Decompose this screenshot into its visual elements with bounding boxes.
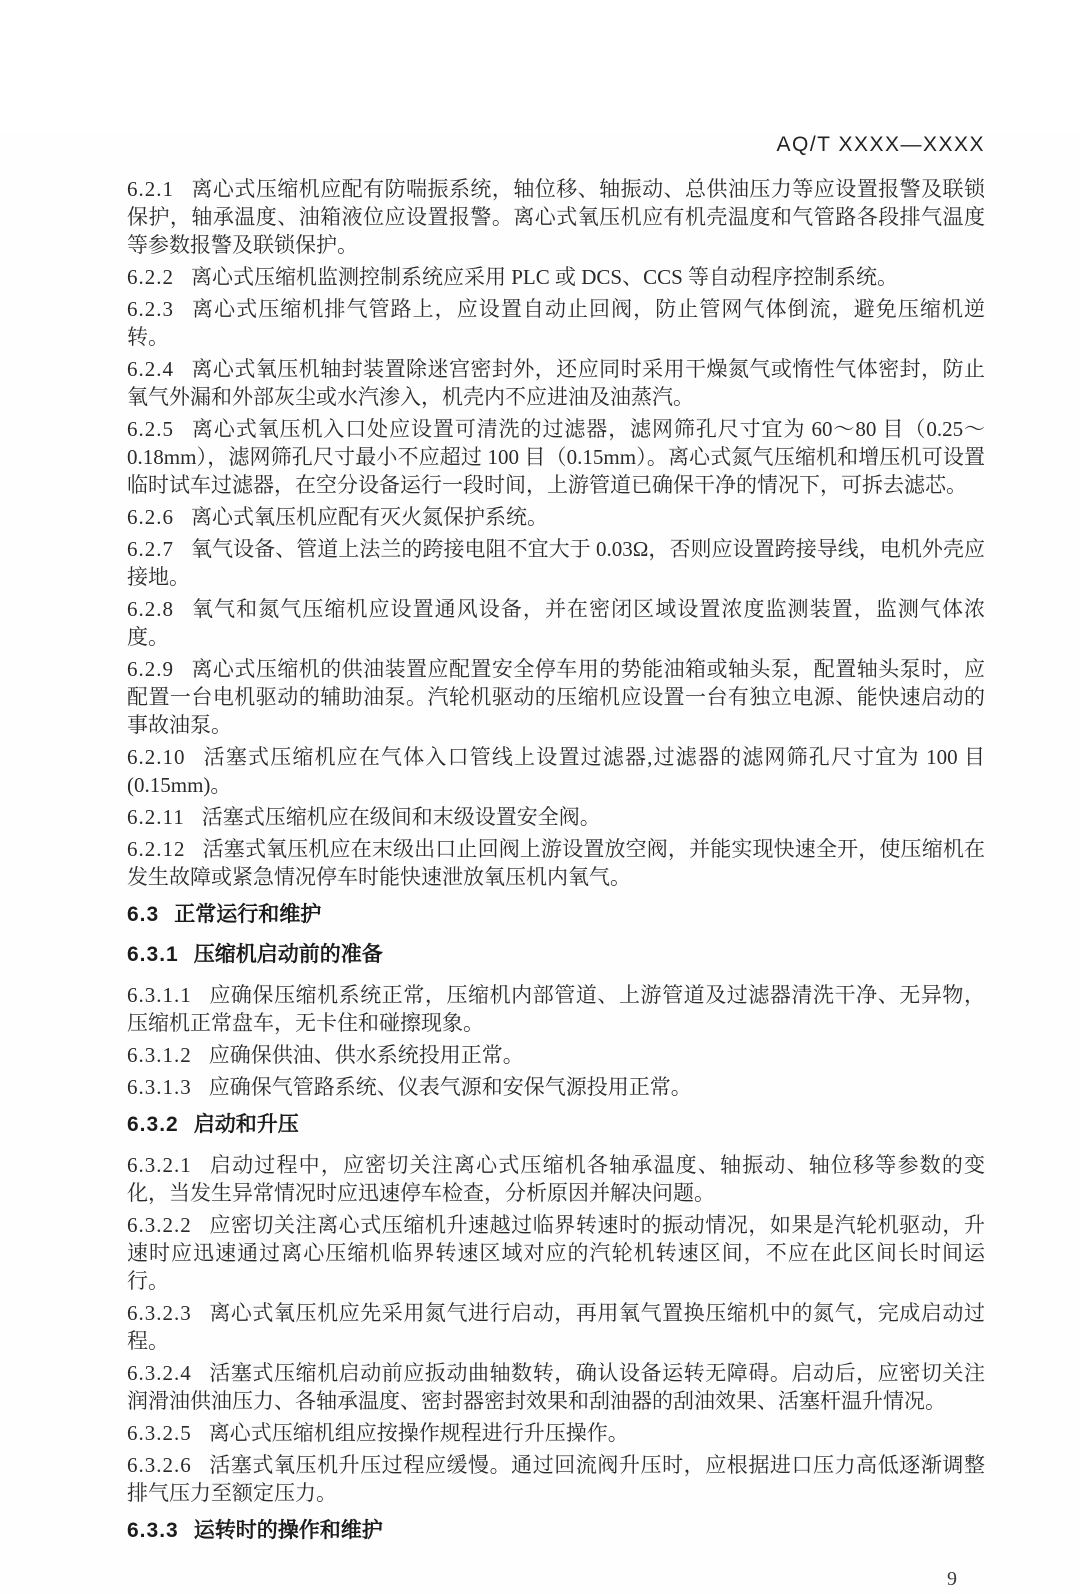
clause-text: 应密切关注离心式压缩机升速越过临界转速时的振动情况，如果是汽轮机驱动，升速时应迅速通过离心压缩机临界转速区域对应的汽轮机转速区间，不应在此区间长时间运行。 bbox=[127, 1213, 985, 1293]
clause-number: 6.3.2.2 bbox=[127, 1213, 192, 1237]
clause-6.3.1.1 bbox=[127, 981, 985, 1037]
clause-6.3.2.2 bbox=[127, 1211, 985, 1295]
clause-text: 启动和升压 bbox=[193, 1113, 299, 1136]
heading-6.3.3 bbox=[127, 1517, 985, 1545]
clause-text: 离心式压缩机应配有防喘振系统，轴位移、轴振动、总供油压力等应设置报警及联锁保护，轴承温度、油箱液位应设置报警。离心式氧压机应有机壳温度和气管路各段排气温度等参数报警及联锁保护。 bbox=[127, 177, 985, 257]
clause-number: 6.2.12 bbox=[127, 837, 186, 861]
clause-number: 6.3.2.1 bbox=[127, 1153, 192, 1177]
clause-text: 启动过程中，应密切关注离心式压缩机各轴承温度、轴振动、轴位移等参数的变化，当发生异常情况时应迅速停车检查，分析原因并解决问题。 bbox=[127, 1153, 985, 1205]
heading-6.3.1 bbox=[127, 941, 985, 969]
clause-text: 氧气和氮气压缩机应设置通风设备，并在密闭区域设置浓度监测装置，监测气体浓度。 bbox=[127, 597, 985, 649]
clause-number: 6.2.9 bbox=[127, 657, 174, 681]
clause-6.2.12 bbox=[127, 835, 985, 891]
heading-6.3.2 bbox=[127, 1111, 985, 1139]
clause-number: 6.3.1.3 bbox=[127, 1075, 192, 1099]
document-header bbox=[127, 133, 985, 157]
clause-number: 6.3.1.1 bbox=[127, 983, 192, 1007]
clause-text: 离心式压缩机排气管路上，应设置自动止回阀，防止管网气体倒流，避免压缩机逆转。 bbox=[127, 297, 985, 349]
document-page bbox=[0, 133, 1080, 1594]
clause-number: 6.3.1 bbox=[127, 943, 179, 966]
clause-number: 6.2.3 bbox=[127, 297, 174, 321]
clause-6.2.7 bbox=[127, 535, 985, 591]
clause-6.2.4 bbox=[127, 355, 985, 411]
clause-text: 应确保供油、供水系统投用正常。 bbox=[208, 1043, 524, 1067]
clause-number: 6.2.4 bbox=[127, 357, 174, 381]
clause-number: 6.3 bbox=[127, 903, 160, 926]
clause-text: 活塞式压缩机应在级间和末级设置安全阀。 bbox=[201, 805, 601, 829]
clause-text: 运转时的操作和维护 bbox=[193, 1519, 383, 1542]
clause-text: 压缩机启动前的准备 bbox=[193, 943, 383, 966]
clause-number: 6.2.2 bbox=[127, 265, 174, 289]
clause-6.3.2.1 bbox=[127, 1151, 985, 1207]
clause-number: 6.2.5 bbox=[127, 417, 174, 441]
clause-number: 6.2.7 bbox=[127, 537, 174, 561]
clause-text: 应确保气管路系统、仪表气源和安保气源投用正常。 bbox=[208, 1075, 692, 1099]
clause-6.3.2.6 bbox=[127, 1451, 985, 1507]
clause-text: 应确保压缩机系统正常，压缩机内部管道、上游管道及过滤器清洗干净、无异物，压缩机正常盘车，无卡住和碰擦现象。 bbox=[127, 983, 985, 1035]
clause-6.2.3 bbox=[127, 295, 985, 351]
clause-number: 6.3.2.6 bbox=[127, 1453, 192, 1477]
document-body bbox=[127, 175, 985, 1545]
clause-6.2.5 bbox=[127, 415, 985, 499]
clause-number: 6.3.2.3 bbox=[127, 1301, 192, 1325]
clause-6.2.8 bbox=[127, 595, 985, 651]
clause-number: 6.2.11 bbox=[127, 805, 185, 829]
heading-6.3 bbox=[127, 901, 985, 929]
clause-6.3.1.3 bbox=[127, 1073, 985, 1101]
clause-number: 6.3.3 bbox=[127, 1519, 179, 1542]
doc-code: AQ/T XXXX—XXXX bbox=[776, 133, 985, 156]
clause-number: 6.3.2 bbox=[127, 1113, 179, 1136]
clause-text: 活塞式压缩机应在气体入口管线上设置过滤器,过滤器的滤网筛孔尺寸宜为 100 目(0.15mm)。 bbox=[127, 745, 985, 797]
clause-6.2.10 bbox=[127, 743, 985, 799]
clause-text: 正常运行和维护 bbox=[174, 903, 322, 926]
clause-6.3.2.4 bbox=[127, 1359, 985, 1415]
clause-number: 6.3.2.4 bbox=[127, 1361, 192, 1385]
clause-6.2.9 bbox=[127, 655, 985, 739]
clause-6.2.6 bbox=[127, 503, 985, 531]
clause-6.2.11 bbox=[127, 803, 985, 831]
clause-text: 离心式压缩机的供油装置应配置安全停车用的势能油箱或轴头泵，配置轴头泵时，应配置一台电机驱动的辅助油泵。汽轮机驱动的压缩机应设置一台有独立电源、能快速启动的事故油泵。 bbox=[127, 657, 985, 737]
clause-text: 活塞式压缩机启动前应扳动曲轴数转，确认设备运转无障碍。启动后，应密切关注润滑油供油压力、各轴承温度、密封器密封效果和刮油器的刮油效果、活塞杆温升情况。 bbox=[127, 1361, 985, 1413]
clause-number: 6.2.10 bbox=[127, 745, 186, 769]
clause-number: 6.2.8 bbox=[127, 597, 174, 621]
clause-text: 活塞式氧压机应在末级出口止回阀上游设置放空阀，并能实现快速全开，使压缩机在发生故障或紧急情况停车时能快速泄放氧压机内氧气。 bbox=[127, 837, 985, 889]
page-number: 9 bbox=[947, 1568, 957, 1590]
clause-text: 离心式压缩机组应按操作规程进行升压操作。 bbox=[208, 1421, 629, 1445]
clause-6.3.2.5 bbox=[127, 1419, 985, 1447]
clause-6.2.1 bbox=[127, 175, 985, 259]
clause-6.3.1.2 bbox=[127, 1041, 985, 1069]
clause-number: 6.3.2.5 bbox=[127, 1421, 192, 1445]
clause-text: 离心式氧压机轴封装置除迷宫密封外，还应同时采用干燥氮气或惰性气体密封，防止氧气外漏和外部灰尘或水汽渗入，机壳内不应进油及油蒸汽。 bbox=[127, 357, 985, 409]
clause-6.3.2.3 bbox=[127, 1299, 985, 1355]
clause-text: 离心式压缩机监测控制系统应采用 PLC 或 DCS、CCS 等自动程序控制系统。 bbox=[191, 265, 899, 289]
document-footer bbox=[127, 1567, 985, 1591]
clause-text: 离心式氧压机入口处应设置可清洗的过滤器，滤网筛孔尺寸宜为 60～80 目（0.25～0.18mm），滤网筛孔尺寸最小不应超过 100 目（0.15mm）。离心式氮气压缩机和增压机可设置临时试车过滤器，在空分设备运行一段时间，上游管道已确保干净的情况下，可拆去滤芯。 bbox=[127, 417, 985, 497]
clause-number: 6.2.6 bbox=[127, 505, 174, 529]
clause-text: 离心式氧压机应配有灭火氮保护系统。 bbox=[191, 505, 548, 529]
clause-6.2.2 bbox=[127, 263, 985, 291]
clause-number: 6.3.1.2 bbox=[127, 1043, 192, 1067]
clause-text: 离心式氧压机应先采用氮气进行启动，再用氧气置换压缩机中的氮气，完成启动过程。 bbox=[127, 1301, 985, 1353]
clause-text: 活塞式氧压机升压过程应缓慢。通过回流阀升压时，应根据进口压力高低逐渐调整排气压力至额定压力。 bbox=[127, 1453, 985, 1505]
clause-number: 6.2.1 bbox=[127, 177, 174, 201]
clause-text: 氧气设备、管道上法兰的跨接电阻不宜大于 0.03Ω，否则应设置跨接导线，电机外壳应接地。 bbox=[127, 537, 985, 589]
